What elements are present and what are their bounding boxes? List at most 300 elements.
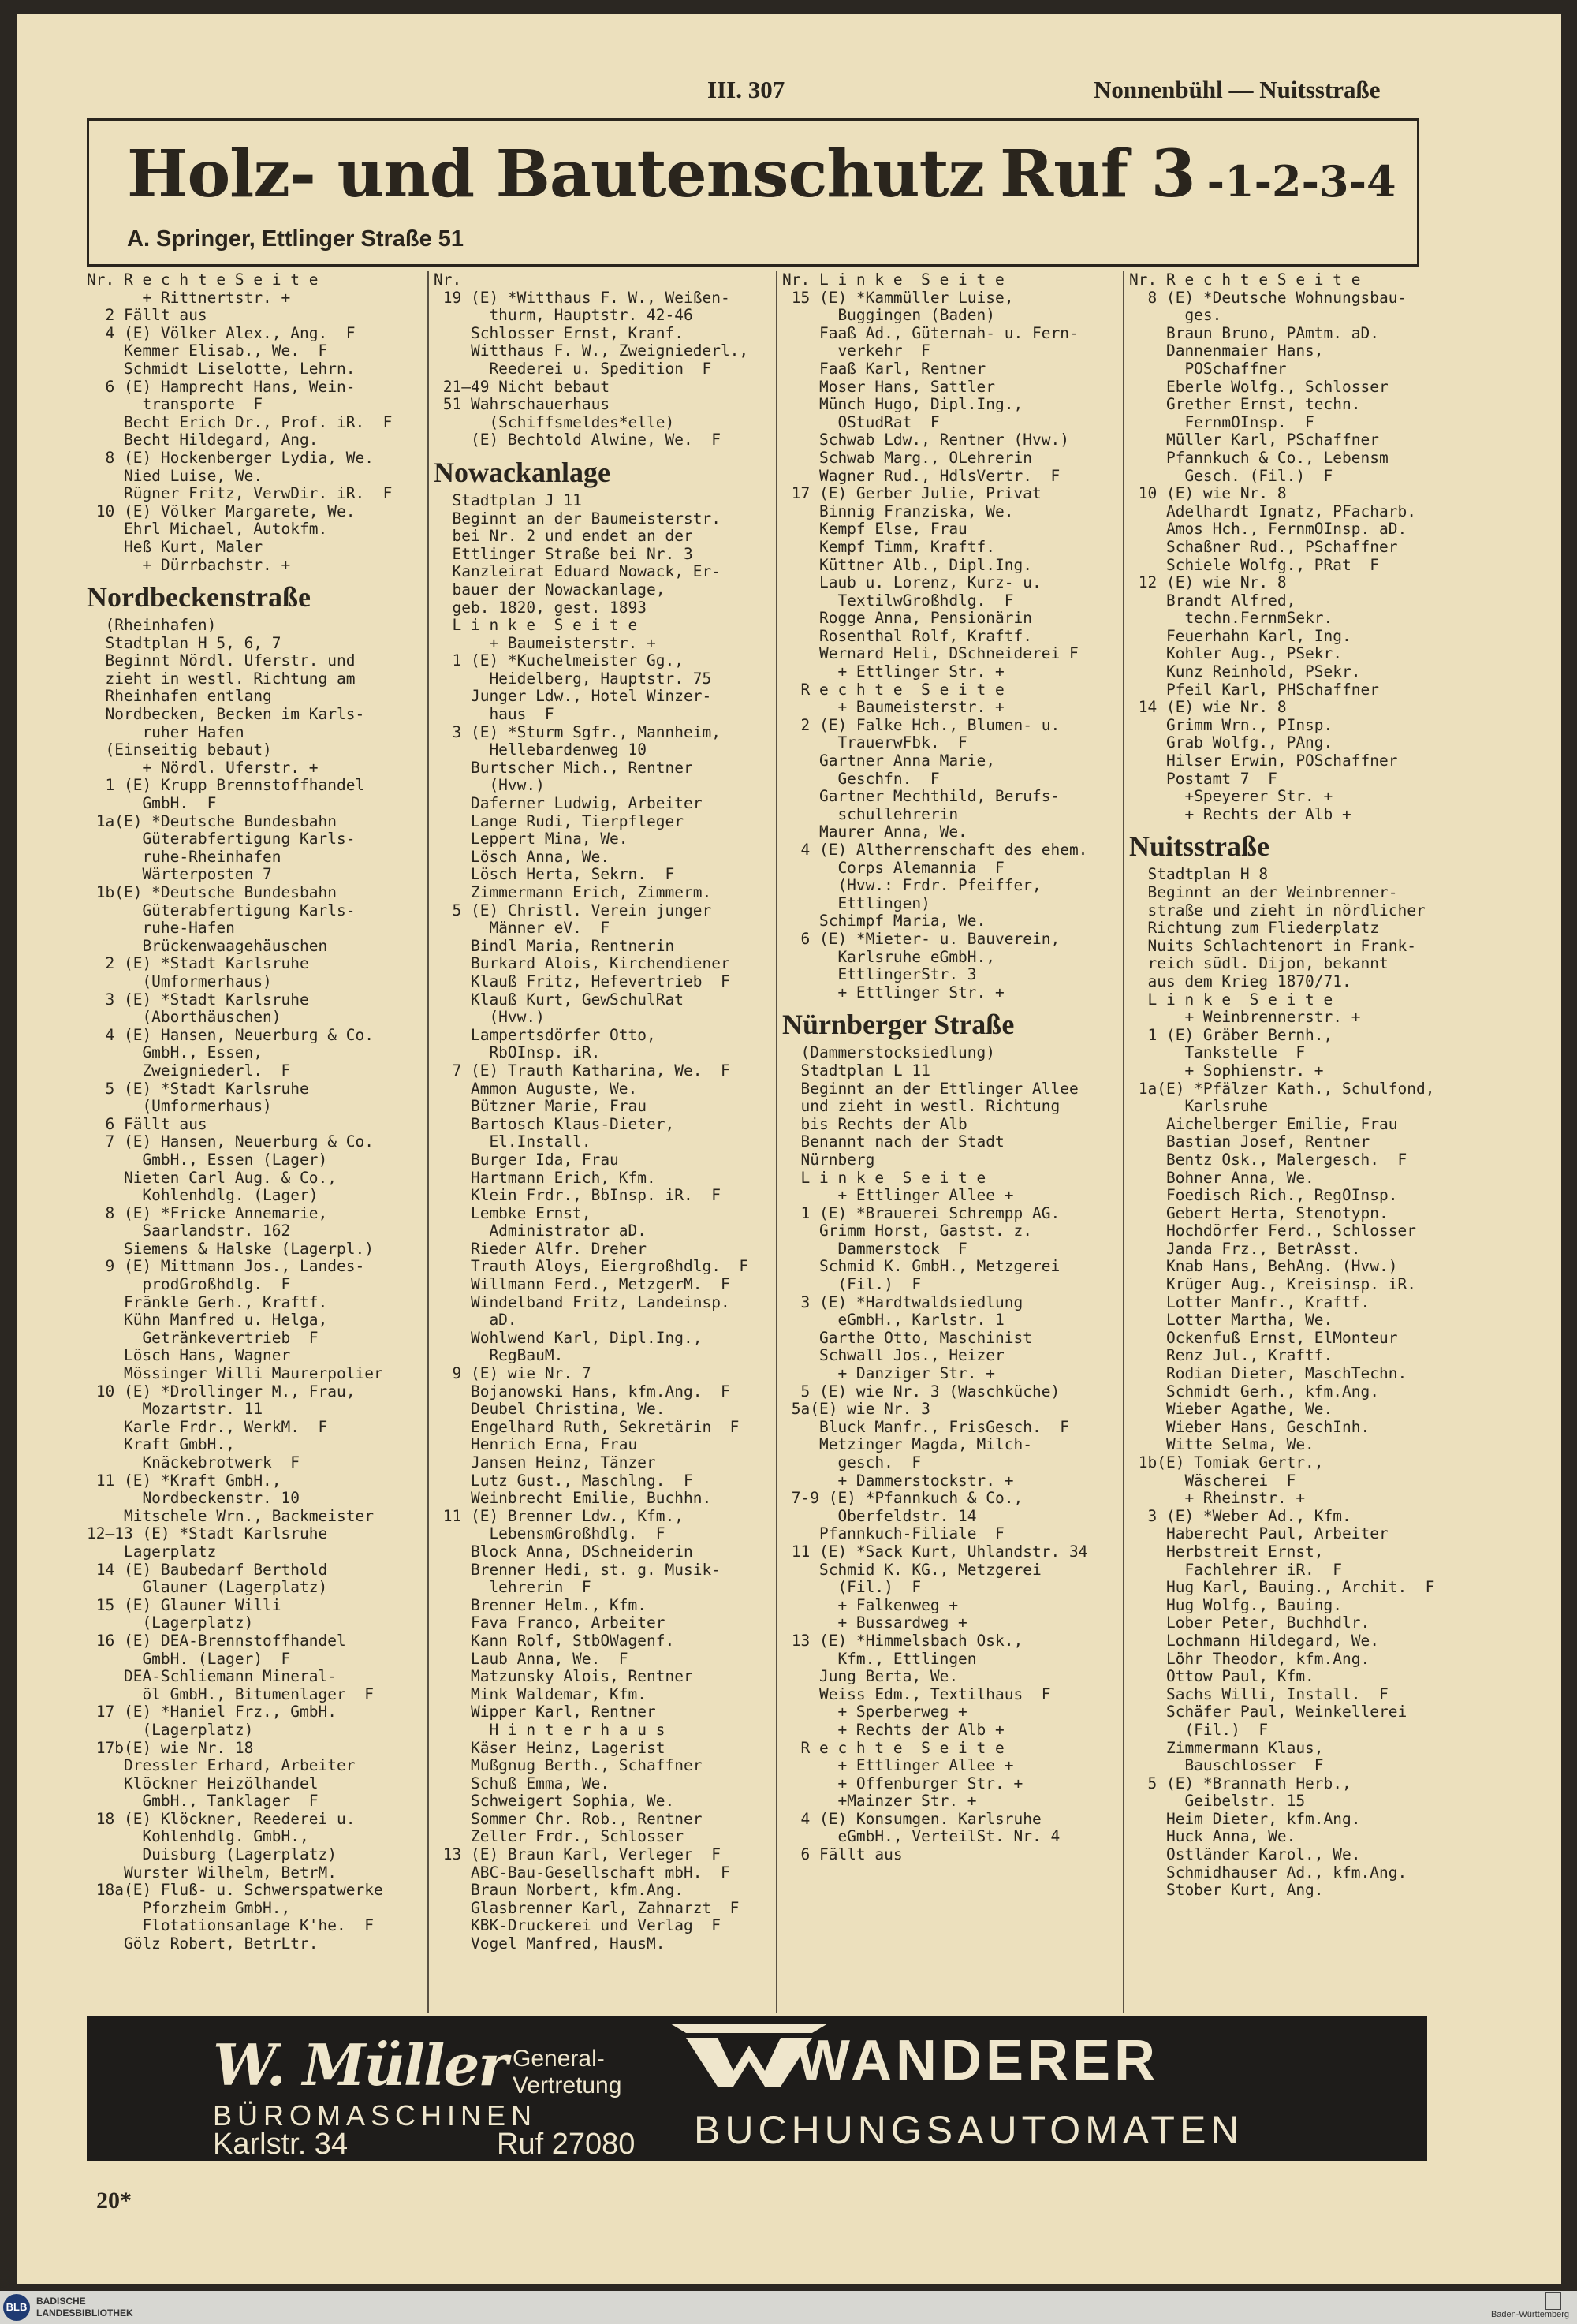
directory-line: RegBauM.	[434, 1346, 564, 1365]
directory-line: 17 (E) Gerber Julie, Privat	[782, 484, 1042, 503]
directory-line: Stadtplan J 11	[434, 491, 582, 509]
directory-line: Güterabfertigung Karls-	[87, 830, 356, 849]
directory-line: Nr.	[434, 270, 462, 289]
directory-line: Kraft GmbH.,	[87, 1435, 235, 1454]
directory-line: + Rittnertstr. +	[87, 288, 291, 307]
directory-line: (Schiffsmeldes*elle)	[434, 412, 675, 431]
ad-phone-number: -1-2-3-4	[1206, 156, 1396, 207]
directory-line: Nied Luise, We.	[87, 466, 263, 485]
directory-line: Kempf Timm, Kraftf.	[782, 537, 996, 556]
directory-line: Ockenfuß Ernst, ElMonteur	[1129, 1328, 1398, 1347]
directory-line: (Fil.) F	[1129, 1720, 1269, 1739]
directory-line: Lochmann Hildegard, We.	[1129, 1631, 1379, 1650]
directory-line: (Aborthäuschen)	[87, 1008, 281, 1027]
directory-line: Duisburg (Lagerplatz)	[87, 1845, 337, 1864]
directory-line: (Umformerhaus)	[87, 1097, 272, 1116]
directory-line: Güterabfertigung Karls-	[87, 901, 356, 920]
directory-line: Weinbrecht Emilie, Buchhn.	[434, 1489, 712, 1508]
directory-line: Karlsruhe	[1129, 1097, 1269, 1116]
column-2	[434, 271, 773, 1953]
directory-line: 11 (E) *Sack Kurt, Uhlandstr. 34	[782, 1542, 1088, 1561]
directory-line: Schwall Jos., Heizer	[782, 1346, 1005, 1365]
directory-line: Laub Anna, We. F	[434, 1649, 628, 1668]
directory-line: 6 (E) *Mieter- u. Bauverein,	[782, 929, 1061, 948]
directory-line: Administrator aD.	[434, 1222, 647, 1240]
directory-line: 2 (E) *Stadt Karlsruhe	[87, 954, 309, 973]
directory-line: + Dürrbachstr. +	[87, 555, 291, 574]
directory-line: TextilwGroßhdlg. F	[782, 591, 1014, 610]
directory-line: 51 Wahrschauerhaus	[434, 395, 610, 414]
directory-line: eGmbH., Karlstr. 1	[782, 1311, 1005, 1330]
directory-line: 2 Fällt aus	[87, 306, 207, 325]
directory-line: Ettlinger Straße bei Nr. 3	[434, 544, 693, 563]
directory-line: Stadtplan H 8	[1129, 865, 1269, 884]
directory-line: Karlsruhe eGmbH.,	[782, 947, 996, 966]
directory-line: Postamt 7 F	[1129, 769, 1277, 788]
directory-line: reich südl. Dijon, bekannt	[1129, 954, 1389, 973]
directory-line: verkehr F	[782, 341, 930, 360]
crest-icon	[1545, 2292, 1561, 2310]
directory-line: Lotter Manfr., Kraftf.	[1129, 1293, 1370, 1311]
directory-line: (Hvw.)	[434, 776, 545, 795]
directory-line: + Rechts der Alb +	[1129, 804, 1351, 823]
directory-line: Beginnt an der Weinbrenner-	[1129, 883, 1398, 901]
directory-line: Leppert Mina, We.	[434, 830, 628, 849]
directory-line: Laub u. Lorenz, Kurz- u.	[782, 573, 1042, 592]
directory-line: Wurster Wilhelm, BetrM.	[87, 1863, 337, 1882]
directory-line: 1b(E) *Deutsche Bundesbahn	[87, 883, 337, 901]
directory-line: Flotationsanlage K'he. F	[87, 1916, 374, 1935]
directory-line: Hochdörfer Ferd., Schlosser	[1129, 1222, 1416, 1240]
directory-line: Rodian Dieter, MaschTechn.	[1129, 1364, 1407, 1383]
directory-line: 11 (E) *Kraft GmbH.,	[87, 1471, 281, 1490]
directory-line: ruher Hafen	[87, 722, 244, 741]
directory-line: Zimmermann Klaus,	[1129, 1738, 1324, 1757]
directory-line: 6 Fällt aus	[87, 1114, 207, 1133]
directory-line: Nürnberg	[782, 1150, 875, 1169]
directory-line: Schiele Wolfg., PRat F	[1129, 555, 1379, 574]
directory-line: Lösch Herta, Sekrn. F	[434, 865, 675, 884]
directory-line: Hug Wolfg., Bauing.	[1129, 1595, 1343, 1614]
directory-line: Bluck Manfr., FrisGesch. F	[782, 1417, 1069, 1436]
directory-line: Männer eV. F	[434, 919, 610, 938]
directory-line: 12 (E) wie Nr. 8	[1129, 573, 1287, 592]
directory-line: Krüger Aug., Kreisinsp. iR.	[1129, 1275, 1416, 1294]
directory-line: (E) Bechtold Alwine, We. F	[434, 431, 721, 450]
directory-line: ruhe-Hafen	[87, 919, 235, 938]
directory-line: Saarlandstr. 162	[87, 1222, 291, 1240]
directory-line: Witthaus F. W., Zweigniederl.,	[434, 341, 749, 360]
directory-line: Schweigert Sophia, We.	[434, 1792, 675, 1811]
directory-line: Glauner (Lagerplatz)	[87, 1578, 328, 1597]
directory-line: 2 (E) Falke Hch., Blumen- u.	[782, 715, 1061, 734]
library-footer-bar	[0, 2291, 1577, 2324]
directory-line: 14 (E) wie Nr. 8	[1129, 698, 1287, 717]
directory-line: Löhr Theodor, kfm.Ang.	[1129, 1649, 1370, 1668]
directory-line: techn.FernmSekr.	[1129, 609, 1333, 628]
directory-line: Kohler Aug., PSekr.	[1129, 644, 1343, 663]
directory-line: 18a(E) Fluß- u. Schwerspatwerke	[87, 1881, 383, 1900]
directory-line: Block Anna, DSchneiderin	[434, 1542, 693, 1561]
directory-line: L i n k e S e i t e	[782, 1168, 986, 1187]
directory-line: Zeller Frdr., Schlosser	[434, 1827, 684, 1846]
directory-line: Fachlehrer iR. F	[1129, 1560, 1343, 1579]
directory-line: TrauerwFbk. F	[782, 733, 967, 752]
directory-line: Schäfer Paul, Weinkellerei	[1129, 1703, 1407, 1722]
directory-line: Mozartstr. 11	[87, 1400, 263, 1419]
directory-line: 4 (E) Hansen, Neuerburg & Co.	[87, 1025, 374, 1044]
directory-line: Heß Kurt, Maler	[87, 537, 263, 556]
directory-line: Heim Dieter, kfm.Ang.	[1129, 1809, 1361, 1828]
directory-line: 21—49 Nicht bebaut	[434, 377, 610, 396]
directory-line: Lampertsdörfer Otto,	[434, 1025, 656, 1044]
directory-line: 7-9 (E) *Pfannkuch & Co.,	[782, 1489, 1023, 1508]
directory-line: prodGroßhdlg. F	[87, 1275, 291, 1294]
directory-line: Wieber Hans, GeschInh.	[1129, 1417, 1370, 1436]
directory-line: Nieten Carl Aug. & Co.,	[87, 1168, 337, 1187]
column-divider	[1123, 271, 1124, 2013]
directory-line: 13 (E) *Himmelsbach Osk.,	[782, 1631, 1023, 1650]
directory-line: 15 (E) Glauner Willi	[87, 1595, 281, 1614]
directory-line: Glasbrenner Karl, Zahnarzt F	[434, 1898, 740, 1917]
directory-line: GmbH. F	[87, 794, 217, 813]
directory-line: Grether Ernst, techn.	[1129, 395, 1361, 414]
directory-line: Metzinger Magda, Milch-	[782, 1435, 1032, 1454]
directory-line: Lotter Martha, We.	[1129, 1311, 1333, 1330]
directory-line: 9 (E) wie Nr. 7	[434, 1364, 591, 1383]
directory-line: zieht in westl. Richtung am	[87, 669, 356, 688]
directory-line: Moser Hans, Sattler	[782, 377, 996, 396]
directory-line: Adelhardt Ignatz, PFacharb.	[1129, 502, 1416, 520]
directory-line: Richtung zum Fliederplatz	[1129, 919, 1379, 938]
directory-line: 17 (E) *Haniel Frz., GmbH.	[87, 1703, 337, 1722]
directory-line: Wäscherei F	[1129, 1471, 1296, 1490]
directory-line: 1a(E) *Deutsche Bundesbahn	[87, 811, 337, 830]
directory-line: Hartmann Erich, Kfm.	[434, 1168, 656, 1187]
directory-line: Braun Bruno, PAmtm. aD.	[1129, 323, 1379, 342]
directory-line: Schmidt Liselotte, Lehrn.	[87, 359, 356, 378]
directory-line: Dressler Erhard, Arbeiter	[87, 1756, 356, 1775]
directory-line: L i n k e S e i t e	[1129, 990, 1333, 1009]
directory-line: Nordbecken, Becken im Karls-	[87, 705, 365, 724]
directory-line: Lagerplatz	[87, 1542, 217, 1561]
directory-line: 6 Fällt aus	[782, 1845, 903, 1864]
directory-line: Corps Alemannia F	[782, 858, 1005, 877]
directory-line: Brückenwaagehäuschen	[87, 936, 328, 955]
directory-line: 4 (E) Altherrenschaft des ehem.	[782, 841, 1088, 859]
directory-line: Faaß Karl, Rentner	[782, 359, 986, 378]
directory-line: Münch Hugo, Dipl.Ing.,	[782, 395, 1023, 414]
directory-line: 9 (E) Mittmann Jos., Landes-	[87, 1257, 365, 1276]
mueller-address: Karlstr. 34	[213, 2128, 349, 2161]
directory-line: Burtscher Mich., Rentner	[434, 758, 693, 777]
directory-line: Huck Anna, We.	[1129, 1827, 1296, 1846]
directory-line: Hellebardenweg 10	[434, 740, 647, 759]
directory-line: Trauth Aloys, Eiergroßhdlg. F	[434, 1257, 749, 1276]
directory-line: aD.	[434, 1311, 517, 1330]
directory-line: 4 (E) Völker Alex., Ang. F	[87, 323, 356, 342]
directory-line: Wipper Karl, Rentner	[434, 1703, 656, 1722]
directory-line: Matzunsky Alois, Rentner	[434, 1667, 693, 1686]
directory-line: 6 (E) Hamprecht Hans, Wein-	[87, 377, 356, 396]
directory-line: + Ettlinger Allee +	[782, 1186, 1014, 1205]
directory-line: Rügner Fritz, VerwDir. iR. F	[87, 484, 393, 503]
directory-line: Kühn Manfred u. Helga,	[87, 1311, 328, 1330]
directory-line: Renz Jul., Kraftf.	[1129, 1346, 1333, 1365]
directory-line: Zweigniederl. F	[87, 1061, 291, 1080]
mueller-phone: Ruf 27080	[497, 2128, 636, 2161]
directory-line: Foedisch Rich., RegOInsp.	[1129, 1186, 1398, 1205]
directory-line: bauer der Nowackanlage,	[434, 580, 665, 599]
directory-line: lehrerin F	[434, 1578, 591, 1597]
directory-line: + Bussardweg +	[782, 1613, 967, 1632]
directory-line: Kunz Reinhold, PSekr.	[1129, 662, 1361, 681]
directory-line: Hilser Erwin, POSchaffner	[1129, 752, 1398, 770]
directory-line: LebensmGroßhdlg. F	[434, 1524, 665, 1543]
directory-line: 3 (E) *Sturm Sgfr., Mannheim,	[434, 722, 721, 741]
directory-line: Becht Erich Dr., Prof. iR. F	[87, 412, 393, 431]
directory-line: (Rheinhafen)	[87, 616, 217, 635]
directory-line: Binnig Franziska, We.	[782, 502, 1014, 520]
wanderer-brand: WANDERER	[796, 2029, 1160, 2092]
directory-line: Braun Norbert, kfm.Ang.	[434, 1881, 684, 1900]
directory-line: Heidelberg, Hauptstr. 75	[434, 669, 712, 688]
directory-line: POSchaffner	[1129, 359, 1287, 378]
directory-page	[17, 14, 1561, 2284]
directory-line: 3 (E) *Weber Ad., Kfm.	[1129, 1506, 1351, 1525]
directory-line: bei Nr. 2 und endet an der	[434, 527, 693, 546]
directory-line: schullehrerin	[782, 804, 959, 823]
directory-line: Maurer Anna, We.	[782, 823, 967, 841]
directory-line: Amos Hch., FernmOInsp. aD.	[1129, 520, 1407, 539]
directory-line: 5 (E) *Brannath Herb.,	[1129, 1774, 1351, 1792]
directory-line: Knab Hans, BehAng. (Hvw.)	[1129, 1257, 1398, 1276]
directory-line: 3 (E) *Hardtwaldsiedlung	[782, 1293, 1023, 1311]
directory-line: Bartosch Klaus-Dieter,	[434, 1114, 675, 1133]
directory-line: + Sophienstr. +	[1129, 1061, 1324, 1080]
directory-line: (Fil.) F	[782, 1578, 922, 1597]
directory-line: RbOInsp. iR.	[434, 1043, 601, 1062]
directory-line: Gesch. (Fil.) F	[1129, 466, 1333, 485]
directory-line: Herbstreit Ernst,	[1129, 1542, 1324, 1561]
directory-line: Bastian Josef, Rentner	[1129, 1132, 1370, 1151]
directory-line: Ottow Paul, Kfm.	[1129, 1667, 1314, 1686]
directory-line: + Baumeisterstr. +	[434, 633, 656, 652]
directory-line: Wohlwend Karl, Dipl.Ing.,	[434, 1328, 703, 1347]
bueromaschinen-label: BÜROMASCHINEN	[213, 2099, 538, 2132]
directory-line: bis Rechts der Alb	[782, 1114, 967, 1133]
directory-line: Henrich Erna, Frau	[434, 1435, 638, 1454]
directory-line: thurm, Hauptstr. 42-46	[434, 306, 693, 325]
directory-line: Schlosser Ernst, Kranf.	[434, 323, 684, 342]
directory-line: Sommer Chr. Rob., Rentner	[434, 1809, 703, 1828]
directory-line: Wagner Rud., HdlsVertr. F	[782, 466, 1061, 485]
directory-line: R e c h t e S e i t e	[782, 680, 1005, 699]
directory-line: Daferner Ludwig, Arbeiter	[434, 794, 703, 813]
directory-line: Schwab Marg., OLehrerin	[782, 448, 1032, 467]
directory-line: ruhe-Rheinhafen	[87, 847, 281, 866]
directory-line: Kemmer Elisab., We. F	[87, 341, 328, 360]
directory-line: (Lagerplatz)	[87, 1720, 254, 1739]
directory-line: + Offenburger Str. +	[782, 1774, 1023, 1792]
directory-line: + Ettlinger Allee +	[782, 1756, 1014, 1775]
directory-line: Benannt nach der Stadt	[782, 1132, 1005, 1151]
directory-line: KBK-Druckerei und Verlag F	[434, 1916, 721, 1935]
directory-line: 10 (E) wie Nr. 8	[1129, 484, 1287, 503]
bottom-advertisement	[87, 2016, 1427, 2161]
directory-line: 17b(E) wie Nr. 18	[87, 1738, 254, 1757]
directory-line: 18 (E) Klöckner, Reederei u.	[87, 1809, 356, 1828]
directory-line: H i n t e r h a u s	[434, 1720, 665, 1739]
directory-line: EttlingerStr. 3	[782, 965, 977, 984]
directory-line: Gartner Anna Marie,	[782, 752, 996, 770]
directory-line: Eberle Wolfg., Schlosser	[1129, 377, 1389, 396]
directory-line: 1 (E) Gräber Bernh.,	[1129, 1025, 1333, 1044]
library-name: BADISCHE LANDESBIBLIOTHEK	[36, 2296, 133, 2318]
directory-line: Junger Ldw., Hotel Winzer-	[434, 687, 712, 706]
directory-line: Mitschele Wrn., Backmeister	[87, 1506, 374, 1525]
directory-line: Buggingen (Baden)	[782, 306, 996, 325]
directory-line: Dammerstock F	[782, 1239, 967, 1258]
directory-line: +Mainzer Str. +	[782, 1792, 977, 1811]
directory-line: Fava Franco, Arbeiter	[434, 1613, 665, 1632]
directory-line: Gebert Herta, Stenotypn.	[1129, 1203, 1389, 1222]
directory-line: + Dammerstockstr. +	[782, 1471, 1014, 1490]
directory-line: Schmidt Gerh., kfm.Ang.	[1129, 1382, 1379, 1401]
street-range-header: Nonnenbühl — Nuitsstraße	[1094, 76, 1381, 103]
directory-line: 8 (E) *Deutsche Wohnungsbau-	[1129, 288, 1407, 307]
ad-headline: Holz- und Bautenschutz	[127, 136, 985, 212]
directory-line: Fränkle Gerh., Kraftf.	[87, 1293, 328, 1311]
directory-line: Brandt Alfred,	[1129, 591, 1296, 610]
directory-line: 16 (E) DEA-Brennstoffhandel	[87, 1631, 346, 1650]
sheet-marker: 20*	[96, 2188, 132, 2214]
directory-line: Nr. L i n k e S e i t e	[782, 270, 1005, 289]
directory-line: Klauß Fritz, Hefevertrieb F	[434, 972, 730, 990]
column-1	[87, 271, 426, 1953]
directory-line: Feuerhahn Karl, Ing.	[1129, 626, 1351, 645]
directory-line: Knäckebrotwerk F	[87, 1453, 300, 1472]
directory-line: ges.	[1129, 306, 1222, 325]
directory-line: Vogel Manfred, HausM.	[434, 1934, 665, 1953]
directory-line: 14 (E) Baubedarf Berthold	[87, 1560, 328, 1579]
directory-line: 11 (E) Brenner Ldw., Kfm.,	[434, 1506, 684, 1525]
directory-line: GmbH., Essen (Lager)	[87, 1150, 328, 1169]
directory-line: und zieht in westl. Richtung	[782, 1097, 1061, 1116]
directory-line: + Ettlinger Str. +	[782, 662, 1005, 681]
column-divider	[427, 271, 429, 2013]
directory-line: 8 (E) *Fricke Annemarie,	[87, 1203, 328, 1222]
directory-line: +Speyerer Str. +	[1129, 787, 1333, 806]
directory-line: Tankstelle F	[1129, 1043, 1306, 1062]
directory-line: Karle Frdr., WerkM. F	[87, 1417, 328, 1436]
directory-line: Lösch Anna, We.	[434, 847, 610, 866]
directory-line: GmbH., Essen,	[87, 1043, 263, 1062]
ad-phone-label: Ruf 3	[1000, 136, 1196, 212]
directory-line: Mössinger Willi Maurerpolier	[87, 1364, 383, 1383]
column-3	[782, 271, 1121, 1864]
directory-line: (Fil.) F	[782, 1275, 922, 1294]
directory-line: Deubel Christina, We.	[434, 1400, 665, 1419]
directory-line: Bojanowski Hans, kfm.Ang. F	[434, 1382, 730, 1401]
directory-line: Lutz Gust., Maschlng. F	[434, 1471, 693, 1490]
directory-line: Engelhard Ruth, Sekretärin F	[434, 1417, 740, 1436]
directory-line: Wärterposten 7	[87, 865, 272, 884]
directory-line: Pforzheim GmbH.,	[87, 1898, 291, 1917]
directory-line: Klöckner Heizölhandel	[87, 1774, 319, 1792]
directory-line: Ostländer Karol., We.	[1129, 1845, 1361, 1864]
directory-line: Grab Wolfg., PAng.	[1129, 733, 1333, 752]
directory-line: straße und zieht in nördlicher	[1129, 901, 1426, 920]
directory-line: + Rheinstr. +	[1129, 1489, 1306, 1508]
directory-line: Burkard Alois, Kirchendiener	[434, 954, 730, 973]
directory-line: Kempf Else, Frau	[782, 520, 967, 539]
directory-line: Grimm Horst, Gastst. z.	[782, 1222, 1032, 1240]
directory-line: GmbH. (Lager) F	[87, 1649, 291, 1668]
directory-line: Oberfeldstr. 14	[782, 1506, 977, 1525]
directory-line: 5 (E) Christl. Verein junger	[434, 901, 712, 920]
directory-line: + Danziger Str. +	[782, 1364, 996, 1383]
directory-line: Grimm Wrn., PInsp.	[1129, 715, 1333, 734]
directory-line: Jung Berta, We.	[782, 1667, 959, 1686]
directory-line: Mink Waldemar, Kfm.	[434, 1684, 647, 1703]
directory-line: + Ettlinger Str. +	[782, 983, 1005, 1002]
directory-line: Dannenmaier Hans,	[1129, 341, 1324, 360]
column-divider	[776, 271, 777, 2013]
directory-line: Bützner Marie, Frau	[434, 1097, 647, 1116]
directory-line: 15 (E) *Kammüller Luise,	[782, 288, 1014, 307]
directory-line: Beginnt Nördl. Uferstr. und	[87, 651, 356, 670]
directory-line: Beginnt an der Baumeisterstr.	[434, 509, 721, 528]
directory-line: 12—13 (E) *Stadt Karlsruhe	[87, 1524, 328, 1543]
directory-line: gesch. F	[782, 1453, 922, 1472]
directory-line: Rogge Anna, Pensionärin	[782, 609, 1032, 628]
directory-line: 10 (E) *Drollinger M., Frau,	[87, 1382, 356, 1401]
directory-line: Schimpf Maria, We.	[782, 912, 986, 931]
directory-line: Lange Rudi, Tierpfleger	[434, 811, 684, 830]
directory-line: (Einseitig bebaut)	[87, 740, 272, 759]
mueller-logo: W. Müller	[213, 2031, 507, 2098]
directory-line: Schmid K. GmbH., Metzgerei	[782, 1257, 1061, 1276]
directory-line: Stadtplan L 11	[782, 1061, 930, 1080]
directory-line: 7 (E) Hansen, Neuerburg & Co.	[87, 1132, 374, 1151]
directory-line: Schuß Emma, We.	[434, 1774, 610, 1792]
ad-phone	[1000, 136, 1396, 212]
directory-line: Schmidhauser Ad., kfm.Ang.	[1129, 1863, 1407, 1882]
directory-line: Siemens & Halske (Lagerpl.)	[87, 1239, 374, 1258]
directory-line: Nr. R e c h t e S e i t e	[1129, 270, 1361, 289]
directory-line: Kanzleirat Eduard Nowack, Er-	[434, 562, 721, 581]
directory-line: haus F	[434, 705, 554, 724]
directory-line: Getränkevertrieb F	[87, 1328, 319, 1347]
directory-line: (Hvw.: Frdr. Pfeiffer,	[782, 876, 1042, 895]
directory-line: Gölz Robert, BetrLtr.	[87, 1934, 319, 1953]
directory-line: Hug Karl, Bauing., Archit. F	[1129, 1578, 1435, 1597]
directory-line: 1b(E) Tomiak Gertr.,	[1129, 1453, 1324, 1472]
directory-line: (Umformerhaus)	[87, 972, 272, 990]
directory-line: Windelband Fritz, Landeinsp.	[434, 1293, 730, 1311]
directory-line: Reederei u. Spedition F	[434, 359, 712, 378]
directory-line: DEA-Schliemann Mineral-	[87, 1667, 337, 1686]
directory-line: 1 (E) *Kuchelmeister Gg.,	[434, 651, 684, 670]
directory-line: geb. 1820, gest. 1893	[434, 598, 647, 617]
directory-line: Lösch Hans, Wagner	[87, 1346, 291, 1365]
directory-line: 5a(E) wie Nr. 3	[782, 1400, 930, 1419]
directory-line: GmbH., Tanklager F	[87, 1792, 319, 1811]
directory-line: Ammon Auguste, We.	[434, 1079, 638, 1098]
directory-line: Burger Ida, Frau	[434, 1150, 619, 1169]
directory-line: 5 (E) wie Nr. 3 (Waschküche)	[782, 1382, 1061, 1401]
